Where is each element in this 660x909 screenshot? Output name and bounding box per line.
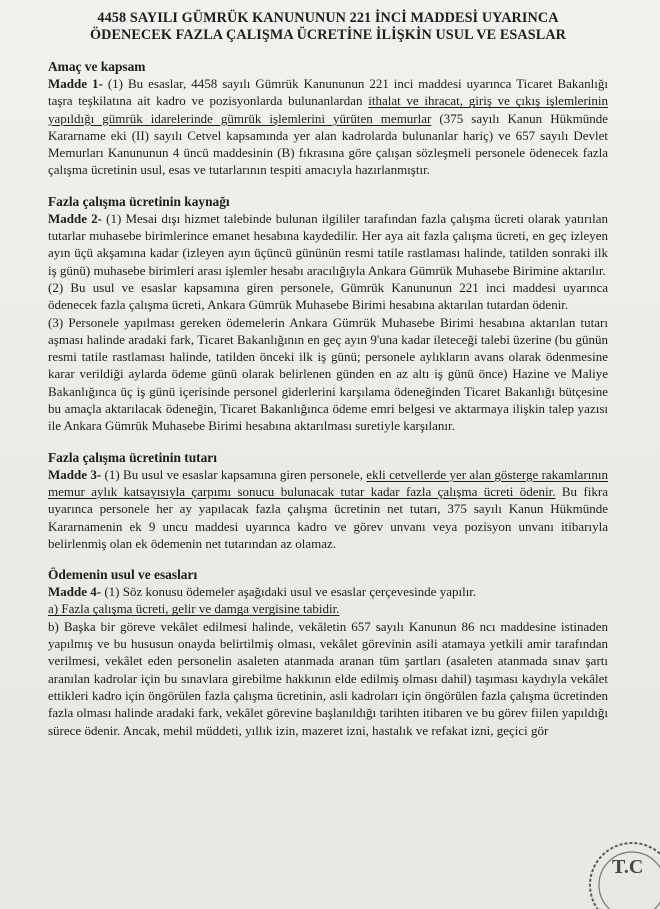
title-line-2: ÖDENECEK FAZLA ÇALIŞMA ÜCRETİNE İLİŞKİN USUL VE ESASLAR xyxy=(89,27,567,43)
article-text: (1) Mesai dışı hizmet talebinde bulunan ilgililer tarafından fazla çalışma ücreti olarak yatırılan tutarlar muhasebe birimlerince emanet hesabına kaydedilir. Her aya ait fazla çalışma ücreti, en geç izleyen ayın üçü akşamına kadar (izleyen ayın üçüncü gününün resmi tatile rastlaması halinde, tatilden sonraki ilk iş günü) muhasebe birimleri arası işlemler hesabı aracılığıyla Ankara Gümrük Muhasebe Birimine aktarılır. xyxy=(48,210,608,278)
article-4-intro xyxy=(48,583,608,600)
article-text: (1) Bu esaslar, 4458 sayılı Gümrük Kanununun 221 inci maddesi uyarınca Ticaret Bakanlığı taşra teşkilatına ait kadro ve pozisyonlarda bulunanlardan xyxy=(48,76,608,109)
article-text: Bu fikra uyarınca personele her ay yapılacak fazla çalışma ücretinin net tutarı, 375 sayılı Kanun Hükmünde Kararnamenin ek 9 uncu maddesi uyarınca kadro ve görev unvanı veya pozisyon unvanı itibarıyla belirlenmiş olan ek ödemenin net tutarından az olamaz. xyxy=(48,483,608,551)
article-2-paragraph-1 xyxy=(48,210,608,279)
section-payment-rules xyxy=(48,566,608,739)
article-1-paragraph xyxy=(48,75,608,179)
section-heading: Fazla çalışma ücretinin kaynağı xyxy=(48,193,230,209)
section-heading: Amaç ve kapsam xyxy=(48,59,146,74)
article-text: (1) Söz konusu ödemeler aşağıdaki usul ve esaslar çerçevesinde yapılır. xyxy=(101,584,477,600)
section-heading: Fazla çalışma ücretinin tutarı xyxy=(48,449,217,465)
article-number: Madde 1- xyxy=(48,76,103,91)
article-number: Madde 2- xyxy=(48,210,102,226)
document-content xyxy=(48,10,608,739)
title-line-1: 4458 SAYILI GÜMRÜK KANUNUNUN 221 İNCİ MADDESİ UYARINCA xyxy=(97,10,559,26)
article-text: (375 sayılı Kanun Hükmünde Kararname eki (II) sayılı Cetvel kapsamında yer alan kadrolarda bulunanlar hariç) ve 657 sayılı Devlet Memurları Kanununun 4 üncü maddesinin (B) fıkrasına göre çalışan sözleşmeli personele ödenecek fazla çalışma ücretinin usul, esas ve tutarlarının tespiti amacıyla hazırlanmıştır. xyxy=(48,110,608,178)
article-number: Madde 4- xyxy=(48,584,102,600)
stamp-text: T.C xyxy=(612,856,644,878)
article-4-item-a xyxy=(48,600,608,617)
article-4-item-b: b) Başka bir göreve vekâlet edilmesi halinde, vekâletin 657 sayılı Kanunun 86 ncı maddesine istinaden yapılmış ve bu hususun onayda belirtilmiş olması, vekâlet görevinin asili atamaya yetkili amir tarafından verilmesi, vekâlet eden personelin asaleten atanmada aranan tüm şartları (asaleten atanmada sınav şartı aranılan kadrolar için bu sınavlara girebilme hakkının elde edilmiş olması dahil) taşıması kaydıyla vekâlet ettikleri kadro için öngörülen fazla çalışma ücretinin, asli kadroları için öngörülen fazla çalışma ücretinden fazla olması halinde aradaki fark, vekâlet görevine başlanıldığı tarihten itibaren ve bu görev fiilen yapıldığı sürece ödenir. Ancak, mehil müddeti, yıllık izin, mazeret izni, hastalık ve refakat izni, geçici gör xyxy=(48,618,608,738)
document-title xyxy=(48,10,608,44)
article-3-paragraph xyxy=(48,466,608,552)
underlined-text: ithalat ve ihracat, giriş ve çıkış işlemlerinin yapıldığı gümrük idarelerinde gümrük işlemlerini yürüten memurlar xyxy=(48,93,608,126)
article-2-paragraph-2: (2) Bu usul ve esaslar kapsamına giren personele, Gümrük Kanununun 221 inci maddesi uyarınca ödenecek fazla çalışma ücreti, Ankara Gümrük Muhasebe Birimi hesabına aktarılan tutardan ödenir. xyxy=(48,279,608,313)
article-text: (1) Bu usul ve esaslar kapsamına giren personele, xyxy=(101,466,367,482)
article-number: Madde 3- xyxy=(48,466,102,482)
section-source xyxy=(48,193,608,435)
official-stamp xyxy=(586,839,660,909)
article-2-paragraph-3: (3) Personele yapılması gereken ödemelerin Ankara Gümrük Muhasebe Birimi hesabına aktarılan tutarı aşması halinde aradaki fark, Ticaret Bakanlığının en geç ayın 9'una kadar ileteceği talebi üzerine (bu günün resmi tatile rastlaması halinde, tatilden önceki ilk iş günü; personele aylıkların avans olarak ödenmesine karar verildiği aylarda ödeme günü olarak belirlenen günden en az altı iş günü önce) Hazine ve Maliye Bakanlığınca üç iş günü içerisinde personel giderlerini karşılama ödeneğinden Ticaret Bakanlığı bütçesine bu amaçla aktarılacak ödeneğin, Ticaret Bakanlığınca ödeme emri belgesi ve aktarmaya ilişkin talep yazısı ile Ankara Gümrük Muhasebe Birimi hesabına aktarılması suretiyle karşılanır. xyxy=(48,314,608,434)
section-purpose-scope xyxy=(48,58,608,179)
underlined-text: ekli cetvellerde yer alan gösterge rakamlarının memur aylık katsayısıyla çarpımı sonucu bulunacak tutar kadar fazla çalışma ücreti ödenir. xyxy=(48,466,608,499)
section-heading: Ödemenin usul ve esasları xyxy=(48,567,198,583)
underlined-text: a) Fazla çalışma ücreti, gelir ve damga vergisine tabidir. xyxy=(48,601,340,617)
section-amount xyxy=(48,449,608,552)
